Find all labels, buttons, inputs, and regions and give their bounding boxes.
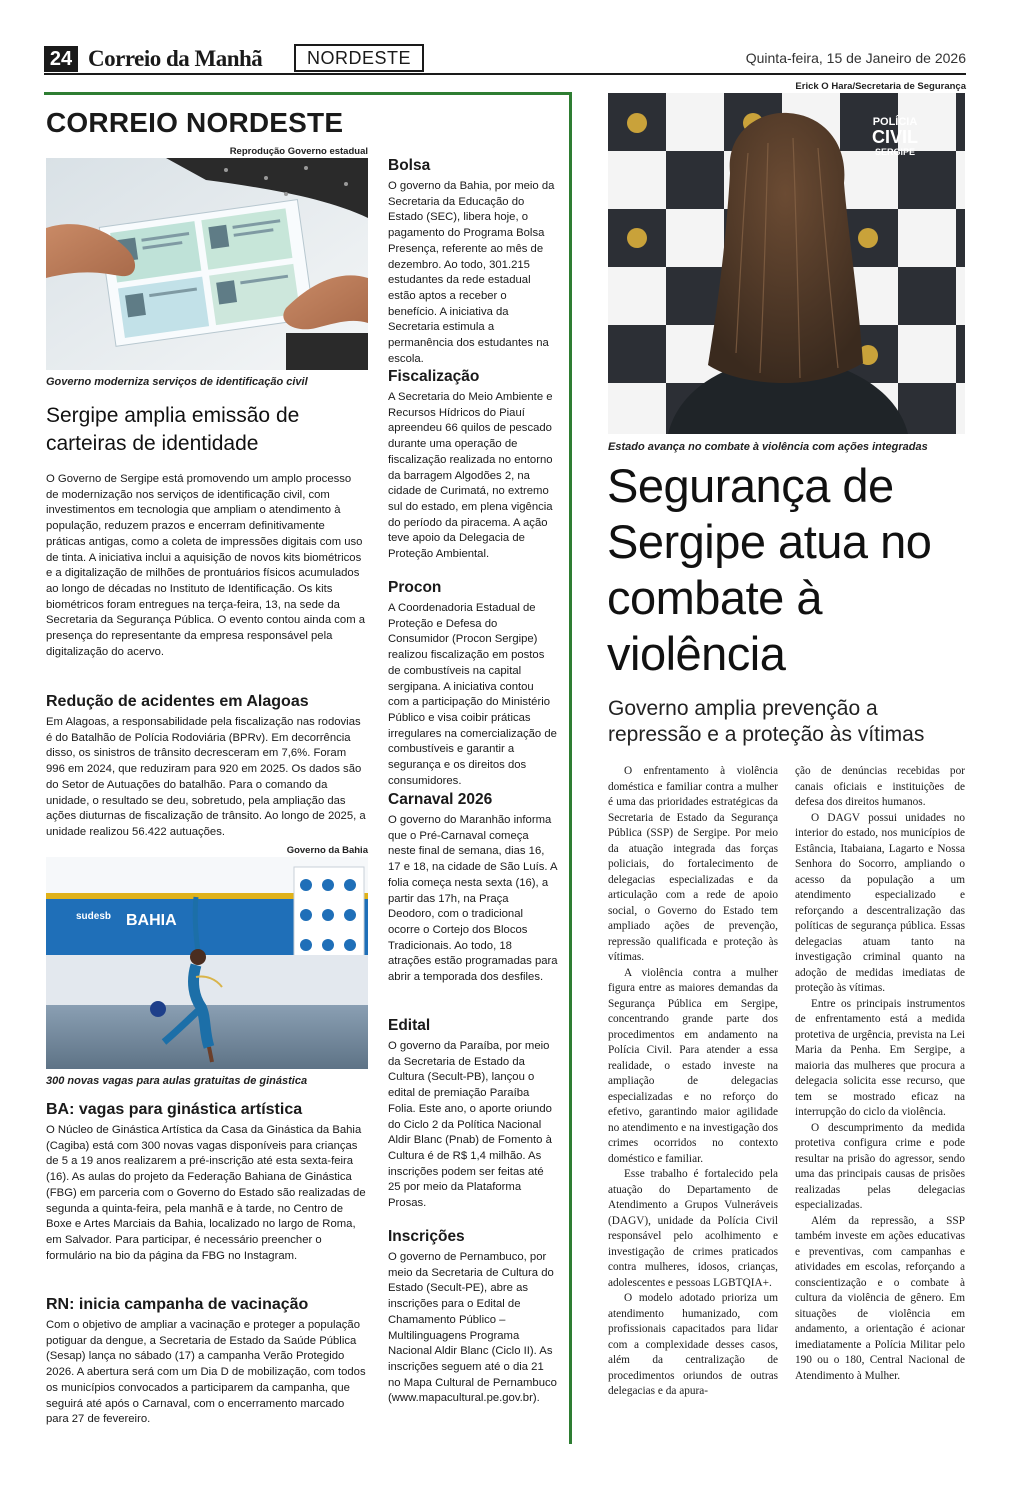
page-header bbox=[44, 44, 966, 74]
brief-title: Redução de acidentes em Alagoas bbox=[46, 693, 309, 710]
paragraph: O modelo adotado prioriza um atendimento humanizado, com profissionais capacitados para lidar com a complexidade desses casos, além da centralização de procedimentos oriundos de outras delegacias e da apura- bbox=[608, 1292, 778, 1397]
brief-text: Com o objetivo de ampliar a vacinação e proteger a população potiguar da dengue, a Secretaria de Estado da Saúde Pública (Sesap) lança no sábado (17) a campanha Verão Protegido 2026. A abertura será com um Dia D de mobilização, com todos os municípios convocados a participarem da campanha, que seguirá até após o Carnaval, com o encerramento marcado para 27 de fevereiro. bbox=[46, 1319, 366, 1426]
brief-fiscalizacao bbox=[388, 367, 558, 563]
brief-title: Carnaval 2026 bbox=[388, 791, 493, 808]
brief-title: BA: vagas para ginástica artística bbox=[46, 1101, 303, 1118]
brief-bahia bbox=[46, 1100, 366, 1264]
paragraph: O descumprimento da medida protetiva configura crime e pode resultar na prisão do agressor, sendo uma das principais causas de prisões realizadas pelas delegacias especializadas. bbox=[795, 1121, 965, 1211]
brief-bolsa bbox=[388, 156, 558, 367]
brief-text: O governo da Bahia, por meio da Secretaria da Educação do Estado (SEC), libera hoje, o pagamento do Programa Bolsa Presença, referente ao mês de dezembro. Ao todo, 301.215 estudantes da rede estadual estão aptos a receber o benefício. A iniciativa da Secretaria estimula a permanência dos estudantes na escola. bbox=[388, 180, 555, 365]
brief-edital bbox=[388, 1016, 558, 1212]
brief-text: A Secretaria do Meio Ambiente e Recursos Hídricos do Piauí apreendeu 66 quilos de pescado durante uma operação de fiscalização realizada no entorno da barragem Algodões 2, na cidade de Curimatá, no extremo sul do estado, em plena vigência do período da piracema. A ação teve apoio da Delegacia de Proteção Ambiental. bbox=[388, 391, 553, 561]
brief-title: Bolsa bbox=[388, 157, 431, 174]
dateline: Quinta-feira, 15 de Janeiro de 2026 bbox=[745, 50, 966, 66]
brief-text: A Coordenadoria Estadual de Proteção e Defesa do Consumidor (Procon Sergipe) realizou fiscalização em postos de combustíveis na capital sergipana. A iniciativa contou com a participação do Ministério Público e visa coibir práticas irregulares na comercialização de combustíveis e garantir a segurança e os direitos dos consumidores. bbox=[388, 602, 557, 787]
paragraph: O enfrentamento à violência doméstica e familiar contra a mulher é uma das prioridades estratégicas da Secretaria de Estado da Segurança Pública (SSP) de Sergipe. Por meio da atuação integrada das forças policiais, do fortalecimento de delegacias especializadas e da articulação com a rede de apoio social, o Governo do Estado tem ampliado ações de prevenção, repressão qualificada e proteção às vítimas. bbox=[608, 765, 778, 963]
masthead-logo: Correio da Manhã bbox=[88, 46, 263, 71]
paragraph: ção de denúncias recebidas por canais oficiais e instituições de defesa dos direitos humanos. bbox=[795, 765, 965, 808]
paragraph: Entre os principais instrumentos de enfrentamento está a medida protetiva de urgência, prevista na Lei Maria da Penha. Em Sergipe, a maioria das mulheres que procura a delegacia solicita esse recurso, que tem se mostrado eficaz na interrupção do ciclo da violência. bbox=[795, 997, 965, 1118]
story-headline: Sergipe amplia emissão de carteiras de identidade bbox=[46, 404, 300, 455]
photo-credit: Reprodução Governo estadual bbox=[229, 146, 368, 157]
photo-caption: 300 novas vagas para aulas gratuitas de ginástica bbox=[46, 1075, 308, 1087]
paragraph: A violência contra a mulher figura entre as maiores demandas da Segurança Pública em Sergipe, concentrando grande parte dos procedimentos em andamento na Polícia Civil. Para atender a essa realidade, o estado investe na ampliação de delegacias especializadas e no reforço do efetivo, garantindo maior agilidade no atendimento e na investigação dos crimes ocorridos no contexto doméstico e familiar. bbox=[608, 966, 778, 1165]
brief-title: Inscrições bbox=[388, 1228, 465, 1245]
brief-procon bbox=[388, 578, 558, 789]
brief-rn bbox=[46, 1295, 366, 1428]
brief-text: O governo da Paraíba, por meio da Secretaria de Estado da Cultura (Secult-PB), lançou o edital de premiação Paraíba Folia. Este ano, o aporte oriundo do Ciclo 2 da Política Nacional Aldir Blanc (Pnab) de Fomento à Cultura é de R$ 1,4 milhão. As inscrições podem ser feitas até 25 por meio da Plataforma Prosas. bbox=[388, 1040, 552, 1210]
backdrop-text-sergipe: SERGIPE bbox=[874, 147, 916, 157]
photo-caption: Estado avança no combate à violência com ações integradas bbox=[608, 441, 928, 453]
brief-carnaval bbox=[388, 790, 558, 986]
photo-credit: Erick O Hara/Secretaria de Segurança bbox=[795, 81, 966, 92]
backdrop-text-civil: CIVIL bbox=[871, 127, 919, 147]
photo-caption: Governo moderniza serviços de identificação civil bbox=[46, 376, 308, 388]
section-label: NORDESTE bbox=[294, 44, 424, 72]
banner-text-sudesb: sudesb bbox=[76, 911, 112, 922]
paragraph: Além da repressão, a SSP também investe em ações educativas e preventivas, com campanhas e atividades em escolas, reforçando a conscientização e o combate à cultura da violência de gênero. Em situações de violência em andamento, a orientação é acionar imediatamente a Polícia Militar pelo 190 ou o 180, Central Nacional de Atendimento à Mulher. bbox=[795, 1214, 965, 1382]
brief-title: Fiscalização bbox=[388, 368, 480, 385]
header-rule bbox=[44, 73, 966, 75]
brief-text: O governo do Maranhão informa que o Pré-Carnaval começa neste final de semana, dias 16, 17 e 18, na cidade de São Luís. A folia começa nesta sexta (16), a partir das 17h, na Praça Deodoro, com o tradicional ocorre o Cortejo dos Blocos Tradicionais. Ao todo, 18 atrações estão programadas para abrir a temporada dos desfiles. bbox=[388, 814, 558, 984]
banner-text-bahia: BAHIA bbox=[126, 912, 177, 929]
feature-headline: Segurança de Sergipe atua no combate à violência bbox=[607, 459, 932, 680]
feature-column-2 bbox=[795, 764, 965, 1384]
paragraph: O DAGV possui unidades no interior do estado, nos municípios de Estância, Itabaiana, Lagarto e Nossa Senhora do Socorro, ampliando o acesso da população a um atendimento especializado e reforçando a descentralização das políticas de segurança pública. Essas delegacias atuam tanto na investigação criminal quanto na adoção de medidas imediatas de proteção às vítimas. bbox=[795, 811, 965, 994]
page-number: 24 bbox=[44, 46, 78, 72]
feature-subhead: Governo amplia prevenção a repressão e a proteção às vítimas bbox=[608, 697, 925, 746]
police-backdrop-photo bbox=[608, 93, 965, 434]
story-body bbox=[46, 472, 366, 660]
brief-title: Procon bbox=[388, 579, 442, 596]
paragraph: Esse trabalho é fortalecido pela atuação do Departamento de Atendimento a Grupos Vulneráveis (DAGV), unidade da Polícia Civil responsável pelo acolhimento e investigação de crimes praticados contra mulheres, idosos, crianças, adolescentes e pessoas LGBTQIA+. bbox=[608, 1168, 778, 1289]
brief-alagoas bbox=[46, 692, 366, 841]
brief-inscricoes bbox=[388, 1227, 558, 1407]
brief-text: Em Alagoas, a responsabilidade pela fiscalização nas rodovias é do Batalhão de Polícia Rodoviária (BPRv). Em decorrência disso, os sinistros de trânsito decresceram em 7,6%. Foram 996 em 2024, que reduziram para 920 em 2025. Os dados são do Setor de Autuações do batalhão. Para o comando da unidade, o resultado se deu, sobretudo, pela ampliação das ações diuturnas de fiscalização de trânsito. Ao longo de 2025, a unidade realizou 56.422 autuações. bbox=[46, 716, 366, 838]
brief-text: O governo de Pernambuco, por meio da Secretaria de Cultura do Estado (Secult-PE), abre as inscrições para o Edital de Chamamento Público – Multilinguagens Programa Nacional Aldir Blanc (Ciclo II). As inscrições seguem até o dia 21 no Mapa Cultural de Pernambuco (www.mapacultural.pe.gov.br). bbox=[388, 1251, 557, 1405]
story-text: O Governo de Sergipe está promovendo um amplo processo de modernização nos serviços de identificação civil, com investimentos em tecnologia que ampliam o atendimento à população, reduzem prazos e encerram definitivamente práticas antigas, como a coleta de impressões digitais com uso de tinta. A iniciativa inclui a aquisição de novos kits biométricos e a digitalização de milhões de prontuários físicos acumulados ao longo de décadas no Instituto de Identificação. Os kits biométricos foram entregues na terça-feira, 13, na sede da Secretaria da Segurança Pública. O evento contou ainda com a presença do representante da empresa responsável pela digitalização do acervo. bbox=[46, 473, 366, 658]
backdrop-text-policia: POLÍCIA bbox=[872, 116, 918, 128]
section-kicker: CORREIO NORDESTE bbox=[46, 107, 344, 138]
id-cards-photo bbox=[46, 158, 368, 370]
gymnast-photo bbox=[46, 857, 368, 1069]
photo-credit: Governo da Bahia bbox=[286, 845, 368, 856]
feature-column-1 bbox=[608, 764, 778, 1400]
brief-text: O Núcleo de Ginástica Artística da Casa da Ginástica da Bahia (Cagiba) está com 300 novas vagas disponíveis para crianças de 5 a 19 anos realizarem a pré-inscrição até esta sexta-feira (16). As aulas do projeto da Federação Bahiana de Ginástica (FBG) em parceria com o Governo do Estado são realizadas de segunda a quinta-feira, pela manhã e à tarde, no Centro de Boxe e Artes Marciais da Bahia, localizado no largo de Roma, em Salvador. Para participar, é necessário preencher o formulário na bio da página da FBG no Instagram. bbox=[46, 1124, 366, 1262]
brief-title: Edital bbox=[388, 1017, 431, 1034]
brief-title: RN: inicia campanha de vacinação bbox=[46, 1296, 309, 1313]
